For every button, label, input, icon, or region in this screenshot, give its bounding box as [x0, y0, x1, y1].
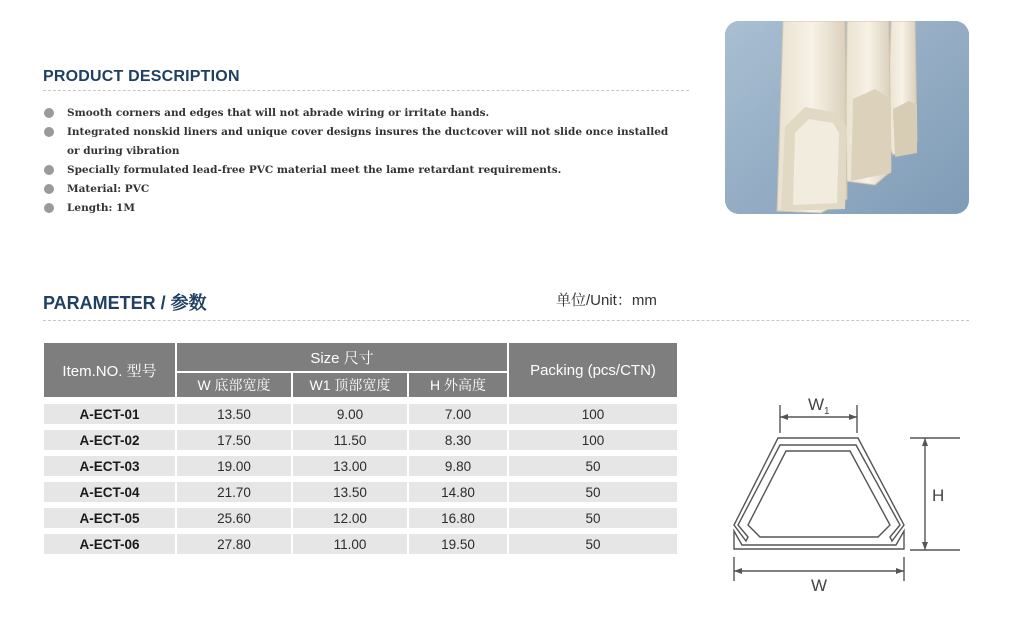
- w1-label: $W_1$: [808, 395, 830, 417]
- cell-w: 21.70: [176, 482, 292, 508]
- cell-h: 9.80: [408, 456, 508, 482]
- feature-list: [43, 104, 683, 218]
- cell-item-no: A-ECT-06: [43, 534, 176, 560]
- cell-item-no: A-ECT-05: [43, 508, 176, 534]
- duct-profile-drawing: [720, 385, 980, 600]
- column-header-w: W 底部宽度: [176, 372, 292, 398]
- cell-h: 19.50: [408, 534, 508, 560]
- cable-duct-photo-illustration: [725, 21, 969, 214]
- feature-text: Smooth corners and edges that will not abrade wiring or irritate hands.: [67, 107, 490, 119]
- feature-text: Material: PVC: [67, 183, 150, 195]
- cell-w1: 12.00: [292, 508, 408, 534]
- unit-label: 单位/Unit：mm: [556, 292, 657, 309]
- section-title-parameter: PARAMETER / 参数: [43, 293, 207, 313]
- column-header-size: Size 尺寸: [176, 342, 508, 372]
- feature-text: Integrated nonskid liners and unique cover designs insures the ductcover will not slide once installed or during vibration: [67, 126, 669, 157]
- feature-text: Specially formulated lead-free PVC material meet the lame retardant requirements.: [67, 164, 562, 176]
- product-photo: [725, 21, 969, 214]
- feature-text: Length: 1M: [67, 202, 135, 214]
- cell-w1: 11.50: [292, 430, 408, 456]
- w-label: W: [811, 576, 828, 595]
- cell-w1: 9.00: [292, 404, 408, 430]
- feature-item: [43, 199, 683, 218]
- cell-w: 17.50: [176, 430, 292, 456]
- feature-item: [43, 104, 683, 123]
- cell-h: 14.80: [408, 482, 508, 508]
- bullet-icon: [44, 127, 54, 137]
- column-header-packing: Packing (pcs/CTN): [508, 342, 678, 398]
- dashed-divider: [43, 320, 969, 321]
- bullet-icon: [44, 184, 54, 194]
- spec-table: [43, 342, 678, 560]
- bullet-icon: [44, 203, 54, 213]
- cell-w: 19.00: [176, 456, 292, 482]
- cell-packing: 100: [508, 430, 678, 456]
- cell-h: 8.30: [408, 430, 508, 456]
- cell-item-no: A-ECT-01: [43, 404, 176, 430]
- table-row: [43, 534, 678, 560]
- column-header-item: Item.NO. 型号: [43, 342, 176, 398]
- cell-packing: 50: [508, 508, 678, 534]
- cell-packing: 50: [508, 482, 678, 508]
- cell-w1: 13.50: [292, 482, 408, 508]
- column-header-h: H 外高度: [408, 372, 508, 398]
- column-header-w1: W1 顶部宽度: [292, 372, 408, 398]
- table-row: [43, 456, 678, 482]
- cell-w1: 11.00: [292, 534, 408, 560]
- dashed-divider: [43, 90, 689, 91]
- table-row: [43, 482, 678, 508]
- table-row: [43, 508, 678, 534]
- cell-w1: 13.00: [292, 456, 408, 482]
- bullet-icon: [44, 165, 54, 175]
- cell-w: 27.80: [176, 534, 292, 560]
- cell-item-no: A-ECT-04: [43, 482, 176, 508]
- feature-item: [43, 123, 683, 161]
- feature-item: [43, 180, 683, 199]
- table-row: [43, 430, 678, 456]
- section-title-description: PRODUCT DESCRIPTION: [43, 68, 240, 85]
- h-label: H: [932, 486, 945, 505]
- table-row: [43, 404, 678, 430]
- cell-packing: 100: [508, 404, 678, 430]
- bullet-icon: [44, 108, 54, 118]
- cell-packing: 50: [508, 456, 678, 482]
- cell-packing: 50: [508, 534, 678, 560]
- cell-w: 25.60: [176, 508, 292, 534]
- cell-item-no: A-ECT-03: [43, 456, 176, 482]
- cell-item-no: A-ECT-02: [43, 430, 176, 456]
- cell-h: 16.80: [408, 508, 508, 534]
- cross-section-diagram: [720, 385, 980, 600]
- feature-item: [43, 161, 683, 180]
- cell-w: 13.50: [176, 404, 292, 430]
- cell-h: 7.00: [408, 404, 508, 430]
